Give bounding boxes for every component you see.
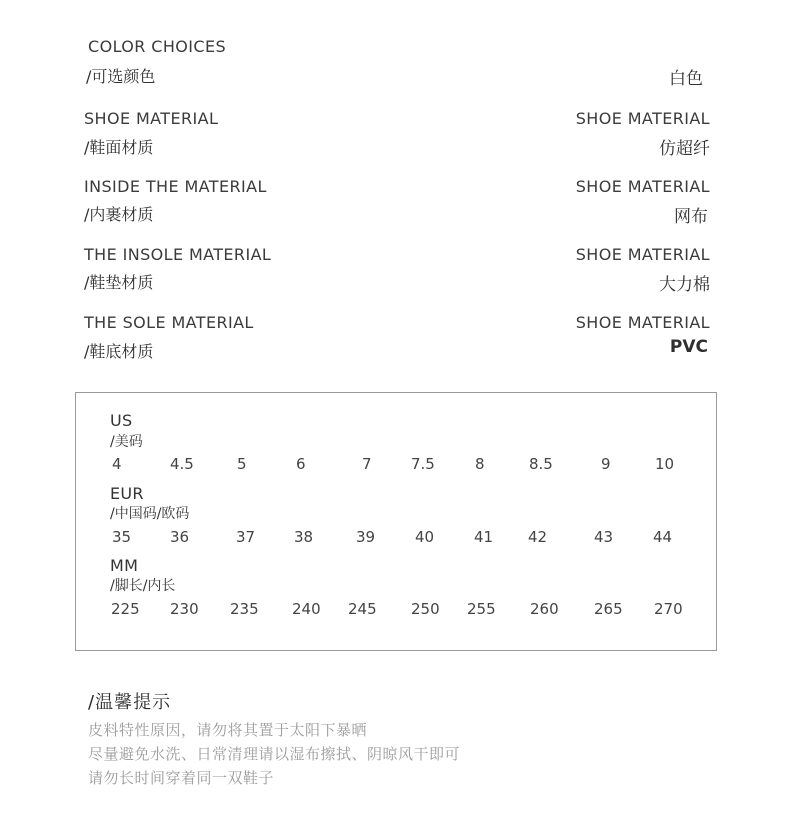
size-value: 38 bbox=[294, 528, 314, 546]
size-value: 235 bbox=[230, 600, 259, 618]
size-group-label-cn: /美码 bbox=[110, 434, 143, 450]
size-group-label-en: EUR bbox=[110, 484, 144, 503]
spec-value-en: SHOE MATERIAL bbox=[575, 313, 710, 332]
size-value: 37 bbox=[236, 528, 256, 546]
spec-label-en: INSIDE THE MATERIAL bbox=[84, 177, 267, 196]
size-value: 270 bbox=[654, 600, 683, 618]
spec-value-cn: PVC bbox=[669, 337, 708, 357]
size-group-label-cn: /中国码/欧码 bbox=[110, 506, 190, 522]
size-value: 43 bbox=[594, 528, 614, 546]
spec-label-en: THE SOLE MATERIAL bbox=[84, 313, 254, 332]
size-value: 255 bbox=[467, 600, 496, 618]
spec-label-cn: /内裹材质 bbox=[84, 205, 154, 224]
size-group-label-en: MM bbox=[110, 556, 139, 575]
spec-value-cn: 白色 bbox=[669, 69, 703, 89]
size-value: 39 bbox=[356, 528, 376, 546]
size-value: 36 bbox=[170, 528, 190, 546]
size-value: 7 bbox=[362, 455, 372, 473]
size-group-label-cn: /脚长/内长 bbox=[110, 578, 176, 594]
size-value: 41 bbox=[474, 528, 494, 546]
size-value: 6 bbox=[296, 455, 306, 473]
size-value: 44 bbox=[653, 528, 673, 546]
size-group-label-en: US bbox=[110, 411, 133, 430]
spec-value-cn: 网布 bbox=[674, 207, 708, 227]
size-value: 9 bbox=[601, 455, 611, 473]
size-value: 265 bbox=[594, 600, 623, 618]
spec-value-cn: 大力棉 bbox=[659, 275, 710, 295]
size-value: 7.5 bbox=[411, 455, 435, 473]
tip-line: 尽量避免水洗、日常清理请以湿布擦拭、阴晾风干即可 bbox=[88, 745, 461, 763]
size-value: 225 bbox=[111, 600, 140, 618]
size-value: 42 bbox=[528, 528, 548, 546]
spec-label-cn: /可选颜色 bbox=[86, 67, 156, 86]
size-value: 245 bbox=[348, 600, 377, 618]
size-value: 40 bbox=[415, 528, 435, 546]
size-value: 4 bbox=[112, 455, 122, 473]
tip-line: 请勿长时间穿着同一双鞋子 bbox=[88, 769, 275, 787]
size-value: 5 bbox=[237, 455, 247, 473]
spec-value-en: SHOE MATERIAL bbox=[575, 109, 710, 128]
size-value: 8 bbox=[475, 455, 485, 473]
tips-title: /温馨提示 bbox=[88, 692, 172, 713]
spec-label-en: COLOR CHOICES bbox=[88, 37, 227, 56]
size-value: 230 bbox=[170, 600, 199, 618]
spec-value-en: SHOE MATERIAL bbox=[575, 245, 710, 264]
spec-label-en: THE INSOLE MATERIAL bbox=[84, 245, 272, 264]
spec-label-cn: /鞋底材质 bbox=[84, 342, 154, 361]
spec-label-cn: /鞋面材质 bbox=[84, 138, 154, 157]
size-value: 240 bbox=[292, 600, 321, 618]
size-value: 8.5 bbox=[529, 455, 553, 473]
spec-label-cn: /鞋垫材质 bbox=[84, 273, 154, 292]
spec-label-en: SHOE MATERIAL bbox=[84, 109, 219, 128]
size-value: 10 bbox=[655, 455, 675, 473]
spec-value-cn: 仿超纤 bbox=[659, 139, 710, 159]
size-value: 4.5 bbox=[170, 455, 194, 473]
size-value: 250 bbox=[411, 600, 440, 618]
size-value: 260 bbox=[530, 600, 559, 618]
tip-line: 皮料特性原因，请勿将其置于太阳下暴晒 bbox=[88, 721, 368, 739]
size-value: 35 bbox=[112, 528, 132, 546]
spec-value-en: SHOE MATERIAL bbox=[575, 177, 710, 196]
